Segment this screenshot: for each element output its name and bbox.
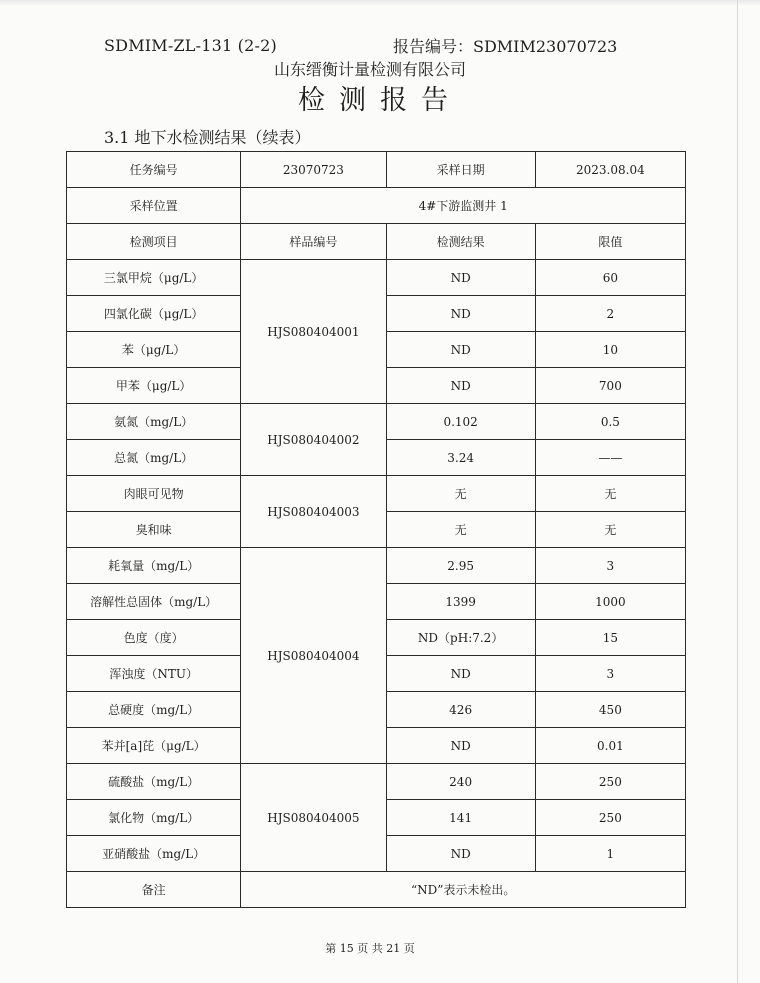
limit-value: 450 [535, 692, 685, 728]
test-item: 苯并[a]芘（μg/L） [67, 728, 241, 764]
test-item: 色度（度） [67, 620, 241, 656]
limit-value: 15 [535, 620, 685, 656]
remark-label: 备注 [67, 872, 241, 908]
test-result: 426 [386, 692, 535, 728]
remark-row [67, 872, 686, 908]
test-item: 臭和味 [67, 512, 241, 548]
test-result: ND [386, 260, 535, 296]
table-row [67, 476, 686, 512]
limit-value: 3 [535, 656, 685, 692]
test-result: 0.102 [386, 404, 535, 440]
column-header: 检测结果 [386, 224, 535, 260]
limit-value: 2 [535, 296, 685, 332]
sample-number: HJS080404001 [241, 260, 386, 404]
limit-value: 10 [535, 332, 685, 368]
test-result: 3.24 [386, 440, 535, 476]
limit-value: 0.5 [535, 404, 685, 440]
test-item: 甲苯（μg/L） [67, 368, 241, 404]
table-header-row [67, 224, 686, 260]
sample-date-label: 采样日期 [386, 152, 535, 188]
table-row [67, 764, 686, 800]
test-result: ND（pH:7.2） [386, 620, 535, 656]
limit-value: 1 [535, 836, 685, 872]
task-no-label: 任务编号 [67, 152, 241, 188]
company-name: 山东缙衡计量检测有限公司 [273, 60, 466, 79]
doc-code: SDMIM-ZL-131 (2-2) [104, 36, 277, 55]
sample-number: HJS080404004 [241, 548, 386, 764]
location-label: 采样位置 [67, 188, 241, 224]
table-row [67, 260, 686, 296]
limit-value: 1000 [535, 584, 685, 620]
sample-date-value: 2023.08.04 [535, 152, 685, 188]
page-number: 第 15 页 共 21 页 [325, 942, 415, 955]
test-result: ND [386, 368, 535, 404]
sample-number: HJS080404003 [241, 476, 386, 548]
limit-value: 无 [535, 512, 685, 548]
test-item: 氯化物（mg/L） [67, 800, 241, 836]
limit-value: 250 [535, 800, 685, 836]
limit-value: 3 [535, 548, 685, 584]
table-row [67, 152, 686, 188]
limit-value: 无 [535, 476, 685, 512]
table-row [67, 188, 686, 224]
test-item: 浑浊度（NTU） [67, 656, 241, 692]
test-item: 亚硝酸盐（mg/L） [67, 836, 241, 872]
test-result: ND [386, 836, 535, 872]
test-item: 三氯甲烷（μg/L） [67, 260, 241, 296]
test-result: 240 [386, 764, 535, 800]
results-table [66, 151, 686, 908]
limit-value: 60 [535, 260, 685, 296]
report-number: 报告编号：SDMIM23070723 [393, 37, 618, 56]
page-title: 检测报告 [298, 85, 462, 116]
remark-value: “ND”表示未检出。 [241, 872, 686, 908]
table-row [67, 404, 686, 440]
test-item: 四氯化碳（μg/L） [67, 296, 241, 332]
test-result: ND [386, 656, 535, 692]
test-item: 耗氧量（mg/L） [67, 548, 241, 584]
column-header: 检测项目 [67, 224, 241, 260]
test-result: 2.95 [386, 548, 535, 584]
test-item: 溶解性总固体（mg/L） [67, 584, 241, 620]
limit-value: 700 [535, 368, 685, 404]
location-value: 4#下游监测井 1 [241, 188, 686, 224]
test-item: 总硬度（mg/L） [67, 692, 241, 728]
test-item: 硫酸盐（mg/L） [67, 764, 241, 800]
sample-number: HJS080404005 [241, 764, 386, 872]
test-item: 肉眼可见物 [67, 476, 241, 512]
test-result: 无 [386, 512, 535, 548]
test-result: ND [386, 332, 535, 368]
column-header: 样品编号 [241, 224, 386, 260]
limit-value: 0.01 [535, 728, 685, 764]
test-item: 苯（μg/L） [67, 332, 241, 368]
test-result: 无 [386, 476, 535, 512]
limit-value: 250 [535, 764, 685, 800]
sample-number: HJS080404002 [241, 404, 386, 476]
task-no-value: 23070723 [241, 152, 386, 188]
scan-right-edge [737, 0, 738, 983]
column-header: 限值 [535, 224, 685, 260]
scan-top-edge [0, 0, 760, 6]
test-result: 1399 [386, 584, 535, 620]
test-item: 总氮（mg/L） [67, 440, 241, 476]
section-title: 3.1 地下水检测结果（续表） [104, 128, 311, 147]
test-item: 氨氮（mg/L） [67, 404, 241, 440]
test-result: ND [386, 728, 535, 764]
limit-value: —— [535, 440, 685, 476]
test-result: ND [386, 296, 535, 332]
table-row [67, 548, 686, 584]
test-result: 141 [386, 800, 535, 836]
